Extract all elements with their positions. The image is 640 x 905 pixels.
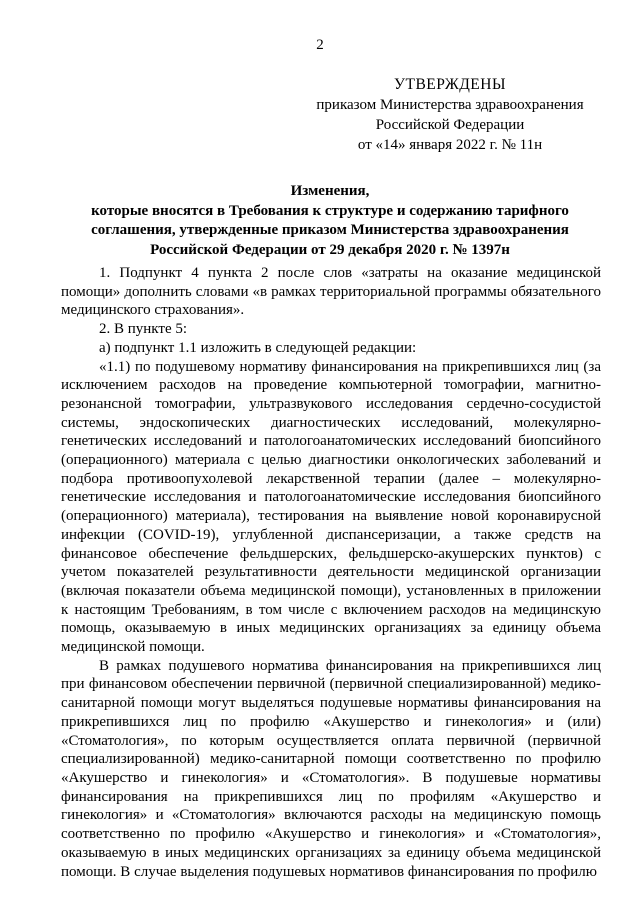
page-number: 2: [316, 37, 324, 53]
paragraph-5: В рамках подушевого норматива финансирования на прикрепившихся лиц при финансовом обеспечении первичной (первичной специализированной) медико-санитарной помощи могут выделяться подушевые нормативы финансирования на прикрепившихся лиц по профилю «Акушерство и гинекология» и (или) «Стоматология», по которым осуществляется оплата первичной (первичной специализированной) медико-санитарной помощи соответственно по профилю «Акушерство и гинекология» и «Стоматология». В подушевые нормативы финансирования на прикрепившихся лиц по профилям «Акушерство и гинекология» и «Стоматология» включаются расходы на медицинскую помощь соответственно по профилю «Акушерство и гинекология» и «Стоматология», оказываемую в иных медицинских организациях за единицу объема медицинской помощи. В случае выделения подушевых нормативов финансирования по профилю: [61, 657, 601, 880]
approval-stamp: [300, 75, 600, 155]
approval-line-2: Российской Федерации: [375, 117, 525, 133]
title-line-1: Изменения,: [290, 183, 370, 199]
document-body: [61, 264, 601, 881]
paragraph-2: 2. В пункте 5:: [99, 321, 188, 338]
document-title: [55, 182, 605, 260]
title-line-4: Российской Федерации от 29 декабря 2020 г. № 1397н: [150, 241, 510, 258]
title-line-3: соглашения, утвержденные приказом Министерства здравоохранения: [91, 222, 569, 238]
paragraph-4: «1.1) по подушевому нормативу финансирования на прикрепившихся лиц (за исключением расходов на проведение компьютерной томографии, магнитно-резонансной томографии, ультразвукового исследования сердечно-сосудистой системы, эндоскопических диагностических исследований, молекулярно-генетических исследований и патологоанатомических исследований биопсийного (операционного) материала с целью диагностики онкологических заболеваний и подбора противоопухолевой лекарственной терапии (далее – молекулярно-генетические исследования и патологоанатомические исследования биопсийного (операционного) материала), тестирования на выявление новой коронавирусной инфекции (COVID-19), углубленной диспансеризации, а также средств на финансовое обеспечение фельдшерских, фельдшерско-акушерских пунктов) с учетом показателей результативности деятельности медицинской организации (включая показатели объема медицинской помощи), установленных в приложении к настоящим Требованиям, в том числе с включением расходов на медицинскую помощь, оказываемую в иных медицинских организациях за единицу объема медицинской помощи.: [61, 358, 601, 656]
approval-heading: УТВЕРЖДЕНЫ: [394, 76, 506, 93]
paragraph-3: а) подпункт 1.1 изложить в следующей редакции:: [99, 339, 417, 356]
title-line-2: которые вносятся в Требования к структуре и содержанию тарифного: [91, 202, 569, 219]
approval-line-3: от «14» января 2022 г. № 11н: [357, 137, 543, 153]
approval-line-1: приказом Министерства здравоохранения: [316, 97, 584, 113]
paragraph-1: 1. Подпункт 4 пункта 2 после слов «затраты на оказание медицинской помощи» дополнить словами «в рамках территориальной программы обязательного медицинского страхования».: [61, 265, 601, 319]
